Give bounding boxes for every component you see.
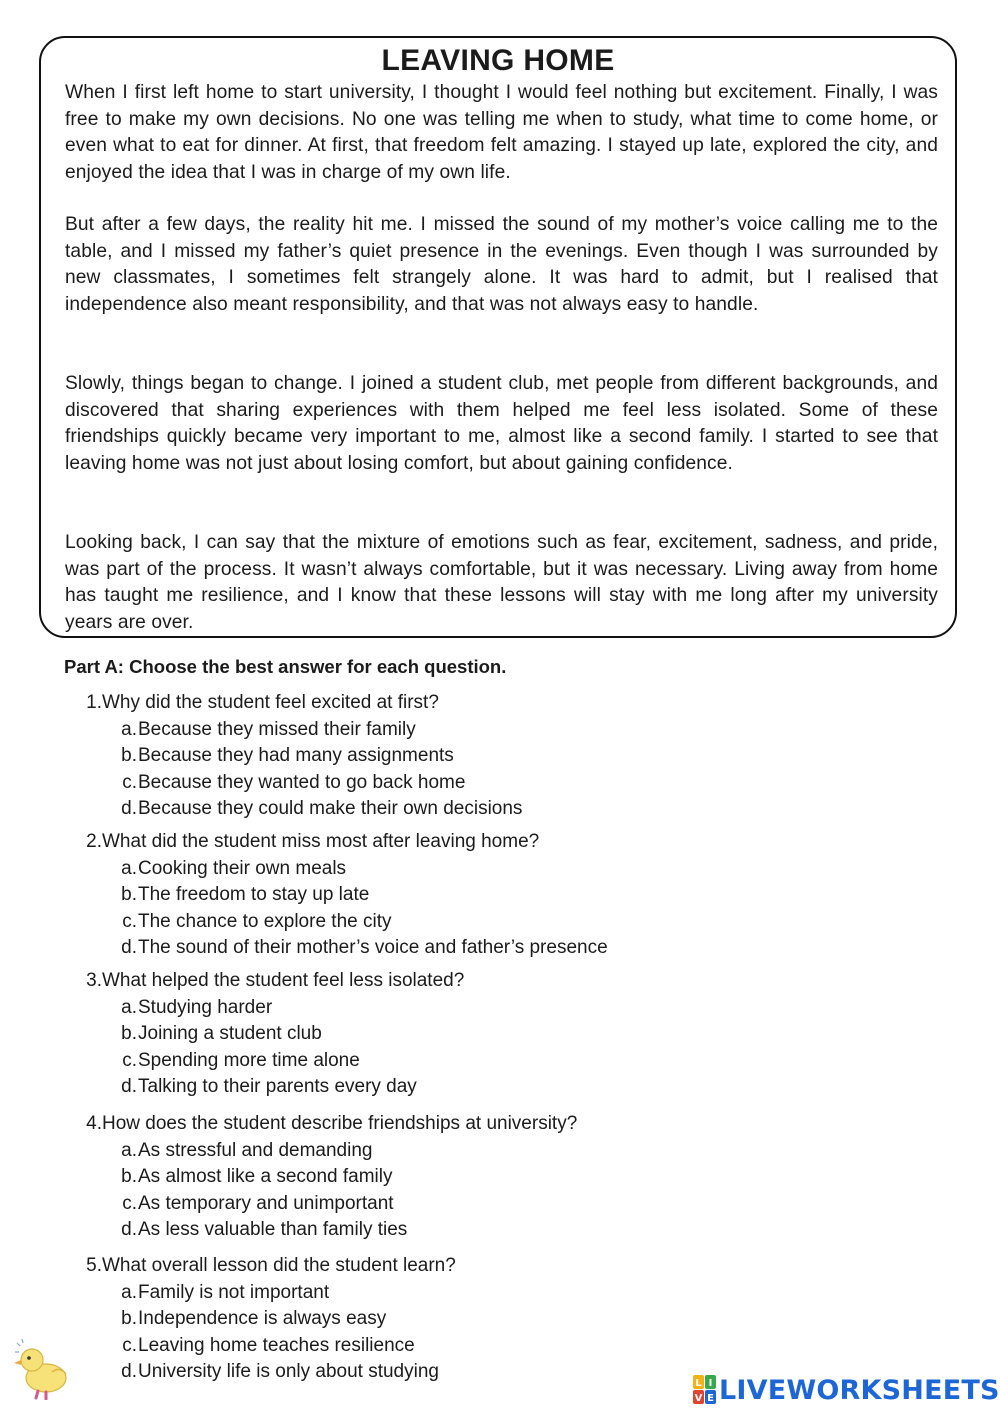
passage-paragraph-2: But after a few days, the reality hit me. I missed the sound of my mother’s voice calling me to the table, and I missed my father’s quiet presence in the evenings. Even though I was surrounded by new classmates, I sometimes felt strangely alone. It was hard to admit, but I realised that independence also meant responsibility, and that was not always easy to handle. bbox=[65, 214, 938, 315]
brand-name: LIVEWORKSHEETS bbox=[719, 1374, 1000, 1406]
option-letter: b. bbox=[121, 1166, 137, 1187]
answer-option-b[interactable] bbox=[0, 1306, 1000, 1332]
option-letter: a. bbox=[121, 996, 137, 1018]
live-badge-icon bbox=[693, 1375, 717, 1405]
option-text: Because they could make their own decisions bbox=[138, 798, 523, 819]
option-text: Family is not important bbox=[138, 1281, 330, 1303]
option-text: The chance to explore the city bbox=[138, 910, 392, 932]
option-letter: a. bbox=[121, 857, 137, 879]
option-text: Cooking their own meals bbox=[138, 857, 347, 879]
passage-paragraph-1: When I first left home to start university, I thought I would feel nothing but excitement. Finally, I was free to make my own decisions. No one was telling me when to study, what time to come home, or even what to eat for dinner. At first, that freedom felt amazing. I stayed up late, explored the city, and enjoyed the idea that I was in charge of my own life. bbox=[65, 82, 938, 183]
duck-mascot-icon bbox=[12, 1338, 74, 1400]
liveworksheets-logo[interactable] bbox=[693, 1373, 1000, 1407]
svg-text:I: I bbox=[708, 1378, 713, 1389]
option-text: As stressful and demanding bbox=[138, 1139, 373, 1161]
question-line bbox=[0, 968, 1000, 994]
option-letter: d. bbox=[121, 1076, 137, 1097]
answer-option-c[interactable] bbox=[0, 1191, 1000, 1217]
option-letter: b. bbox=[121, 1023, 137, 1044]
question-text: What overall lesson did the student learn? bbox=[102, 1255, 456, 1276]
question-text: How does the student describe friendships at university? bbox=[102, 1113, 578, 1134]
question-number: 3. bbox=[86, 970, 102, 991]
svg-text:V: V bbox=[694, 1393, 703, 1404]
option-letter: a. bbox=[121, 1139, 137, 1161]
question-line bbox=[0, 1253, 1000, 1279]
answer-option-b[interactable] bbox=[0, 1164, 1000, 1190]
option-letter: d. bbox=[121, 937, 137, 958]
question-number: 4. bbox=[86, 1113, 102, 1134]
passage-paragraph-3: Slowly, things began to change. I joined a student club, met people from different backgrounds, and discovered that sharing experiences with them helped me feel less isolated. Some of these friendships quickly became very important to me, almost like a second family. I started to see that leaving home was not just about losing comfort, but about gaining confidence. bbox=[65, 373, 938, 474]
answer-option-a[interactable] bbox=[0, 1138, 1000, 1164]
option-letter: b. bbox=[121, 745, 137, 766]
option-text: Because they missed their family bbox=[138, 718, 416, 740]
option-letter: b. bbox=[121, 884, 137, 905]
option-letter: c. bbox=[122, 771, 137, 793]
answer-option-d[interactable] bbox=[0, 1074, 1000, 1100]
question-line bbox=[0, 1111, 1000, 1137]
svg-text:L: L bbox=[695, 1378, 702, 1389]
option-text: Independence is always easy bbox=[138, 1308, 387, 1329]
question-number: 1. bbox=[86, 692, 102, 713]
option-text: Because they wanted to go back home bbox=[138, 771, 466, 793]
option-text: As temporary and unimportant bbox=[138, 1192, 394, 1214]
option-letter: c. bbox=[122, 1334, 137, 1356]
answer-option-c[interactable] bbox=[0, 1333, 1000, 1359]
answer-option-a[interactable] bbox=[0, 856, 1000, 882]
option-letter: a. bbox=[121, 1281, 137, 1303]
question-text: What did the student miss most after leaving home? bbox=[102, 831, 540, 852]
option-letter: c. bbox=[122, 910, 137, 932]
answer-option-b[interactable] bbox=[0, 882, 1000, 908]
option-text: The sound of their mother’s voice and father’s presence bbox=[138, 937, 608, 958]
option-letter: c. bbox=[122, 1049, 137, 1071]
reading-passage-box bbox=[39, 36, 957, 638]
option-letter: d. bbox=[121, 1361, 137, 1382]
passage-title: LEAVING HOME bbox=[381, 44, 615, 77]
answer-option-b[interactable] bbox=[0, 1021, 1000, 1047]
answer-option-d[interactable] bbox=[0, 935, 1000, 961]
answer-option-a[interactable] bbox=[0, 1280, 1000, 1306]
question-number: 2. bbox=[86, 831, 102, 852]
option-text: As less valuable than family ties bbox=[138, 1219, 408, 1240]
answer-option-c[interactable] bbox=[0, 1048, 1000, 1074]
answer-option-c[interactable] bbox=[0, 770, 1000, 796]
option-text: Studying harder bbox=[138, 996, 273, 1018]
option-text: Joining a student club bbox=[138, 1023, 322, 1044]
option-text: Leaving home teaches resilience bbox=[138, 1334, 415, 1356]
answer-option-d[interactable] bbox=[0, 796, 1000, 822]
option-letter: d. bbox=[121, 798, 137, 819]
option-text: As almost like a second family bbox=[138, 1166, 393, 1187]
part-a-heading: Part A: Choose the best answer for each question. bbox=[64, 656, 507, 677]
option-letter: d. bbox=[121, 1219, 137, 1240]
option-letter: a. bbox=[121, 718, 137, 740]
question-line bbox=[0, 829, 1000, 855]
question-number: 5. bbox=[86, 1255, 102, 1276]
option-letter: b. bbox=[121, 1308, 137, 1329]
option-text: Talking to their parents every day bbox=[138, 1076, 417, 1097]
question-line bbox=[0, 690, 1000, 716]
option-text: Because they had many assignments bbox=[138, 745, 454, 766]
question-text: What helped the student feel less isolated? bbox=[102, 970, 465, 991]
svg-text:E: E bbox=[707, 1393, 714, 1404]
answer-option-a[interactable] bbox=[0, 995, 1000, 1021]
question-text: Why did the student feel excited at first? bbox=[102, 692, 439, 713]
answer-option-d[interactable] bbox=[0, 1217, 1000, 1243]
answer-option-a[interactable] bbox=[0, 717, 1000, 743]
option-text: Spending more time alone bbox=[138, 1049, 360, 1071]
answer-option-c[interactable] bbox=[0, 909, 1000, 935]
option-text: The freedom to stay up late bbox=[138, 884, 370, 905]
passage-paragraph-4: Looking back, I can say that the mixture of emotions such as fear, excitement, sadness, and pride, was part of the process. It wasn’t always comfortable, but it was necessary. Living away from home has taught me resilience, and I know that these lessons will stay with me long after my university years are over. bbox=[65, 532, 938, 633]
option-text: University life is only about studying bbox=[138, 1361, 439, 1382]
option-letter: c. bbox=[122, 1192, 137, 1214]
answer-option-b[interactable] bbox=[0, 743, 1000, 769]
